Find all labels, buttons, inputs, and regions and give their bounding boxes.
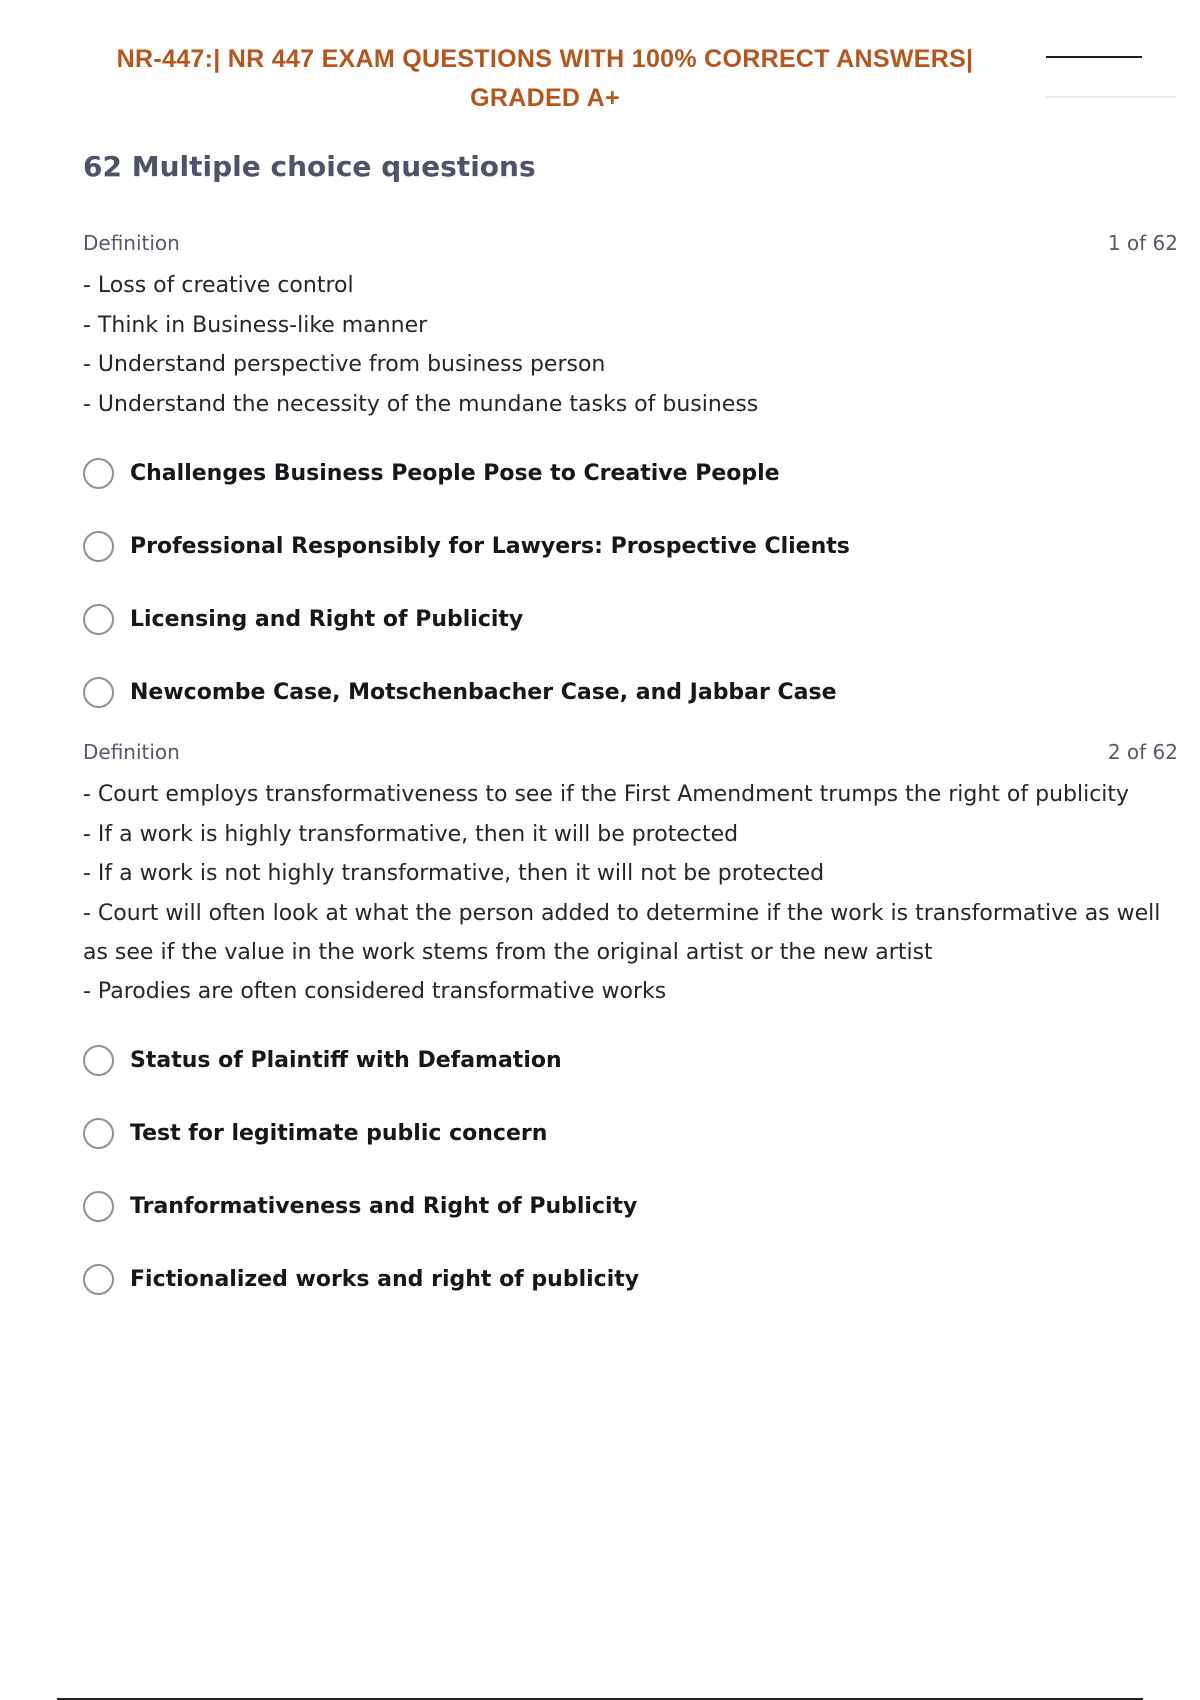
definition-line: - Understand the necessity of the mundane tasks of business	[83, 391, 759, 417]
answer-option-label: Fictionalized works and right of publicity	[130, 1267, 640, 1292]
definition-line: - Loss of creative control	[83, 273, 354, 298]
definition-line: - Understand perspective from business person	[83, 352, 606, 377]
radio-button[interactable]	[83, 677, 114, 708]
definition-text	[83, 775, 1178, 1011]
answer-option-label: Challenges Business People Pose to Creative People	[130, 461, 780, 486]
question-header	[83, 228, 1178, 258]
question-type-label: Definition	[83, 740, 180, 764]
header-divider-light	[1046, 96, 1176, 98]
answer-options	[83, 1024, 1178, 1316]
radio-button[interactable]	[83, 1045, 114, 1076]
radio-button[interactable]	[83, 1118, 114, 1149]
answer-option-label: Professional Responsibly for Lawyers: Prospective Clients	[130, 534, 850, 559]
answer-option[interactable]	[83, 583, 1178, 656]
radio-button[interactable]	[83, 1264, 114, 1295]
definition-line: - If a work is highly transformative, then it will be protected	[83, 821, 739, 847]
question-card-1	[83, 228, 1178, 729]
answer-option[interactable]	[83, 437, 1178, 510]
answer-option[interactable]	[83, 1243, 1178, 1316]
answer-option[interactable]	[83, 656, 1178, 729]
answer-options	[83, 437, 1178, 729]
answer-option[interactable]	[83, 1170, 1178, 1243]
question-count-heading: 62 Multiple choice questions	[83, 150, 536, 183]
document-title-line-1: NR-447:| NR 447 EXAM QUESTIONS WITH 100% CORRECT ANSWERS|	[116, 45, 974, 73]
answer-option-label: Test for legitimate public concern	[130, 1121, 548, 1146]
definition-line: - Court will often look at what the person added to determine if the work is transformative as well as see if the value in the work stems from the original artist or the new artist	[83, 900, 1161, 965]
question-card-2	[83, 737, 1178, 1316]
answer-option[interactable]	[83, 510, 1178, 583]
radio-button[interactable]	[83, 604, 114, 635]
question-progress: 2 of 62	[1107, 740, 1178, 764]
definition-line: - Think in Business-like manner	[83, 312, 428, 338]
definition-line: - Parodies are often considered transformative works	[83, 978, 667, 1004]
question-progress: 1 of 62	[1107, 231, 1178, 255]
definition-text	[83, 266, 1178, 424]
definition-line: - If a work is not highly transformative, then it will not be protected	[83, 861, 825, 886]
radio-button[interactable]	[83, 1191, 114, 1222]
question-header	[83, 737, 1178, 767]
document-title-line-2: GRADED A+	[470, 84, 620, 112]
radio-button[interactable]	[83, 458, 114, 489]
answer-option[interactable]	[83, 1097, 1178, 1170]
question-type-label: Definition	[83, 231, 180, 255]
header-divider	[1046, 56, 1142, 58]
answer-option-label: Status of Plaintiff with Defamation	[130, 1048, 562, 1073]
document-title	[60, 40, 1030, 118]
answer-option[interactable]	[83, 1024, 1178, 1097]
answer-option-label: Licensing and Right of Publicity	[130, 607, 524, 632]
definition-line: - Court employs transformativeness to see if the First Amendment trumps the right of publicity	[83, 782, 1130, 807]
answer-option-label: Newcombe Case, Motschenbacher Case, and Jabbar Case	[130, 680, 837, 705]
answer-option-label: Tranformativeness and Right of Publicity	[130, 1194, 638, 1219]
radio-button[interactable]	[83, 531, 114, 562]
